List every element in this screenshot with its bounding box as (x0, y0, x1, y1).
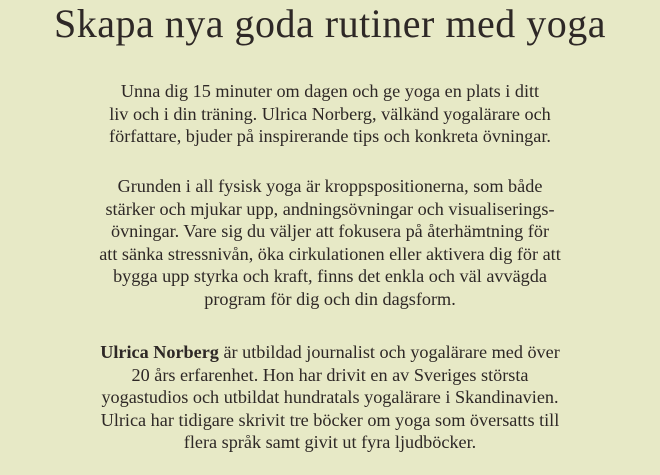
text-line: stärker och mjukar upp, andningsövningar och visualiserings- (105, 198, 555, 219)
text-line: flera språk samt givit ut fyra ljudböcker. (183, 432, 477, 453)
page-title: Skapa nya goda rutiner med yoga (53, 1, 606, 46)
text-line: yogastudios och utbildat hundratals yogalärare i Skandinavien. (101, 387, 559, 408)
author-bio-paragraph (60, 341, 600, 454)
text-line (60, 341, 600, 364)
text-line: att sänka stressnivån, öka cirkulationen eller aktivera dig för att (99, 243, 561, 264)
description-paragraph (60, 175, 600, 311)
author-bio-first-line: är utbildad journalist och yogalärare med över (218, 342, 560, 362)
text-line: Unna dig 15 minuter om dagen och ge yoga en plats i ditt (120, 81, 540, 101)
text-line: 20 års erfarenhet. Hon har drivit en av Sveriges största (131, 364, 529, 385)
text-line: författare, bjuder på inspirerande tips och konkreta övningar. (109, 126, 551, 147)
text-line: Grunden i all fysisk yoga är kroppspositionerna, som både (117, 176, 543, 196)
text-line: bygga upp styrka och kraft, finns det enkla och väl avvägda (113, 266, 547, 287)
author-name: Ulrica Norberg (100, 342, 219, 362)
intro-paragraph (60, 80, 600, 148)
text-line: övningar. Vare sig du väljer att fokusera på återhämtning för (110, 221, 550, 242)
text-line: Ulrica har tidigare skrivit tre böcker om yoga som översatts till (100, 409, 560, 430)
text-line: program för dig och din dagsform. (204, 288, 456, 309)
text-line: liv och i din träning. Ulrica Norberg, välkänd yogalärare och (109, 103, 551, 124)
